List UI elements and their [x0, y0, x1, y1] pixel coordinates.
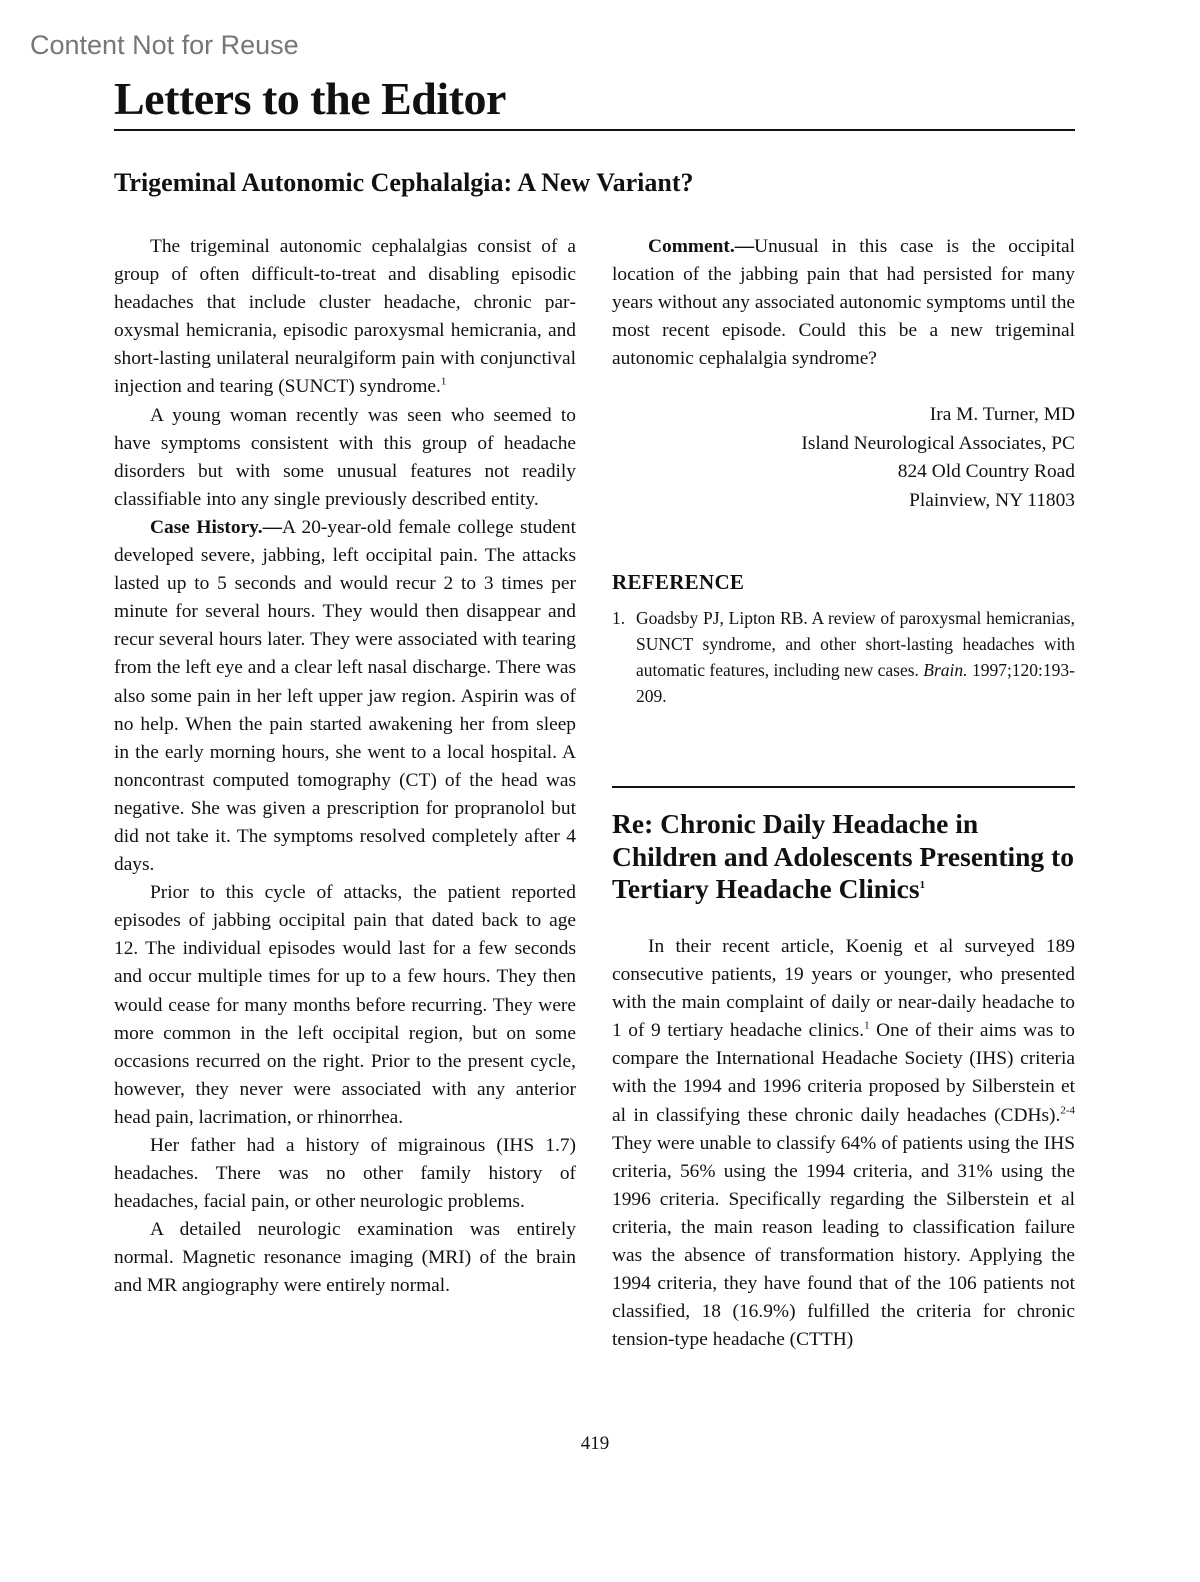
reference-number: 1.	[612, 608, 626, 628]
paragraph-lead: Comment.—	[648, 236, 755, 257]
reference-text: Goadsby PJ, Lipton RB. A review of paroxysmal hemicranias, SUNCT syndrome, and other short-lasting headaches with automatic features, including new cases. Brain. 1997;120:193-209.	[636, 608, 1075, 706]
citation-superscript: 1	[864, 1019, 870, 1032]
paragraph-lead: Case History.—	[150, 516, 283, 538]
section-title: Letters to the Editor	[114, 73, 506, 124]
top-rule	[114, 129, 1075, 131]
author-signature	[612, 401, 1075, 515]
article1-title: Trigeminal Autonomic Cephalalgia: A New Variant?	[114, 168, 694, 197]
reference-heading: REFERENCE	[612, 570, 745, 594]
author-name: Ira M. Turner, MD	[929, 404, 1075, 425]
paragraph: In their recent article, Koenig et al surveyed 189 consecutive patients, 19 years or younger, who presented with the main complaint of daily or near-daily headache to 1 of 9 tertiary headache clinics.$^1$ One of their aims was to compare the International Headache Society (IHS) criteria with the 1994 and 1996 criteria proposed by Silberstein et al in classifying these chronic daily headaches (CDHs).$^{2-4}$ They were unable to classify 64% of patients using the IHS criteria, 56% using the 1994 criteria, and 31% using the 1996 criteria. Specifically regarding the Silberstein et al criteria, the main reason leading to classification failure was the absence of transformation history. Applying the 1994 criteria, they have found that of the 106 patients not classified, 18 (16.9%) fulfilled the criteria for chronic tension-type headache (CTTH)	[612, 936, 1075, 1351]
paragraph: A detailed neurologic examination was entirely normal. Magnetic resonance imaging (MRI) of the brain and MR angiography were entirely normal.	[114, 1219, 576, 1297]
paragraph: A young woman recently was seen who seemed to have symptoms consistent with this group of headache disorders but with some unusual features not readily classifiable into any single previously described entity.	[114, 404, 576, 510]
author-street: 824 Old Country Road	[897, 461, 1075, 482]
article2-body	[612, 933, 1075, 1354]
reference-journal: Brain.	[923, 660, 968, 680]
paragraph: Prior to this cycle of attacks, the patient reported episodes of jabbing occipital pain that dated back to age 12. The individual episodes would last for a few seconds and occur multiple times for up to a few hours. They then would cease for many months before recurring. They were more common in the left occipital region, but on some occasions recurred on the right. Prior to the present cycle, however, they never were associated with any anterior head pain, lacrimation, or rhinorrhea.	[114, 882, 576, 1128]
article1-body	[114, 233, 576, 1301]
watermark: Content Not for Reuse	[30, 30, 299, 60]
paragraph-comment: Comment.—Unusual in this case is the occipital location of the jabbing pain that had persisted for many years without any associated autonomic symptoms until the most recent episode. Could this be a new trigeminal autonomic cephalalgia syndrome?	[612, 236, 1075, 370]
article2-title: Re: Chronic Daily Headache in Children and Adolescents Presenting to Tertiary Headache Clinics$^1$	[612, 808, 1074, 904]
paragraph-case-history: Case History.—A 20-year-old female college student developed severe, jabbing, left occipital pain. The attacks lasted up to 5 seconds and would recur 2 to 3 times per minute for several hours. They would then disappear and recur several hours later. They were associated with tearing from the left eye and a clear left nasal discharge. There was also some pain in her left upper jaw region. Aspirin was of no help. When the pain started awakening her from sleep in the early morning hours, she went to a local hospital. A noncontrast computed tomography (CT) of the head was negative. She was given a prescription for propranolol but did not take it. The symptoms resolved completely after 4 days.	[114, 516, 576, 876]
citation-superscript: 2-4	[1060, 1104, 1075, 1117]
reference-item	[612, 605, 1075, 709]
reference-list	[612, 605, 1075, 709]
citation-superscript: 1	[919, 878, 926, 891]
author-city: Plainview, NY 11803	[909, 489, 1075, 511]
article1-comment	[612, 233, 1075, 373]
article-divider	[612, 786, 1075, 788]
paragraph: Her father had a history of migrainous (IHS 1.7) headaches. There was no other family history of headaches, facial pain, or other neurologic problems.	[114, 1135, 576, 1213]
author-organization: Island Neurological Associates, PC	[801, 432, 1075, 454]
page-number: 419	[580, 1433, 610, 1454]
paragraph: The trigeminal autonomic cephalalgias consist of a group of often difficult-to-treat and disabling episodic headaches that include cluster headache, chronic paroxysmal hemicrania, episodic paroxysmal hemicrania, and short-lasting unilateral neuralgiform pain with conjunctival injection and tearing (SUNCT) syndrome.$^1$	[114, 236, 576, 398]
citation-superscript: 1	[440, 376, 447, 388]
